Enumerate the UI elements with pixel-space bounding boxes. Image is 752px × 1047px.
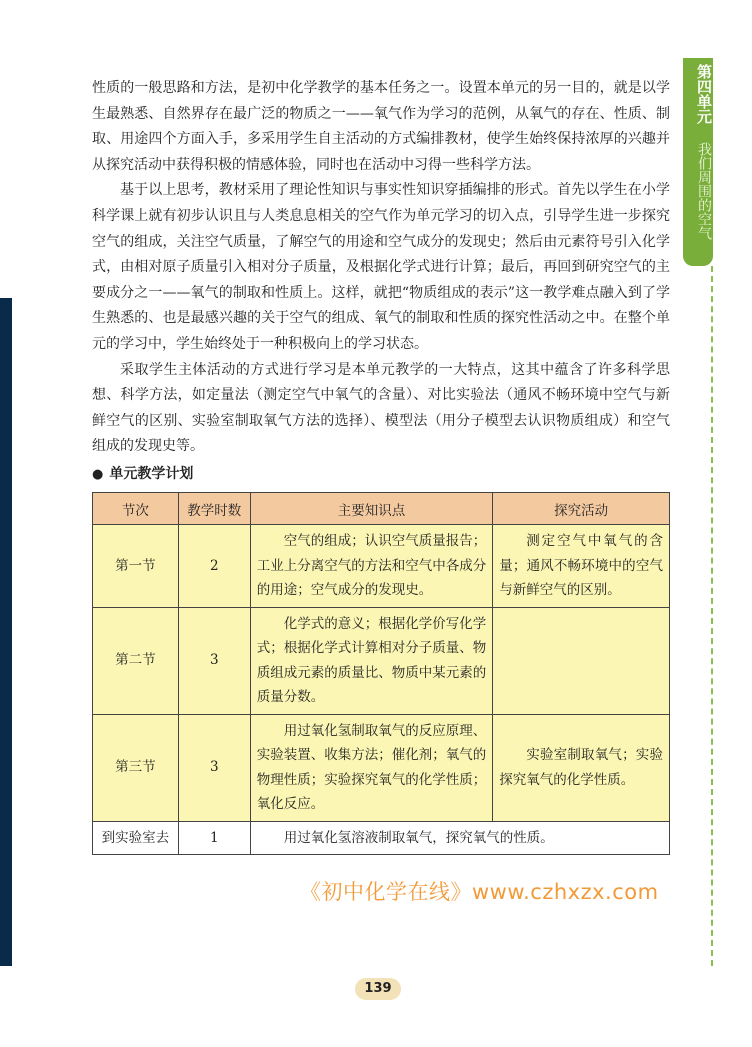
left-edge-bar (0, 298, 12, 966)
table-header-row (93, 493, 670, 525)
cell-knowledge: 空气的组成；认识空气质量报告；工业上分离空气的方法和空气中各成分的用途；空气成分的发现史。 (250, 525, 493, 608)
watermark-text: 《初中化学在线》www.czhxzx.com (300, 880, 659, 904)
cell-activity (493, 607, 670, 714)
side-dashed-line (711, 266, 713, 966)
cell-knowledge: 用过氧化氢制取氧气的反应原理、实验装置、收集方法；催化剂；氧气的物理性质；实验探究氧气的化学性质；氧化反应。 (250, 714, 493, 821)
chapter-label: 第四单元 (695, 64, 713, 124)
cell-hours: 3 (178, 607, 250, 714)
cell-activity: 实验室制取氧气；实验探究氧气的化学性质。 (493, 714, 670, 821)
cell-section: 第一节 (93, 525, 179, 608)
table-row (93, 607, 670, 714)
paragraph-3: 采取学生主体活动的方式进行学习是本单元教学的一大特点，这其中蕴含了许多科学思想、科学方法，如定量法（测定空气中氧气的含量）、对比实验法（通风不畅环境中空气与新鲜空气的区别、实验室制取氧气方法的选择）、模型法（用分子模型去认识物质组成）和空气组成的发现史等。 (92, 361, 670, 455)
header-knowledge: 主要知识点 (250, 493, 493, 525)
cell-merged-content: 用过氧化氢溶液制取氧气，探究氧气的性质。 (250, 821, 669, 855)
cell-activity: 测定空气中氧气的含量；通风不畅环境中的空气与新鲜空气的区别。 (493, 525, 670, 608)
cell-knowledge: 化学式的意义；根据化学价写化学式；根据化学式计算相对分子质量、物质组成元素的质量比、物质中某元素的质量分数。 (250, 607, 493, 714)
cell-hours: 3 (178, 714, 250, 821)
paragraph-1: 性质的一般思路和方法，是初中化学教学的基本任务之一。设置本单元的另一目的，就是以学生最熟悉、自然界存在最广泛的物质之一——氧气作为学习的范例，从氧气的存在、性质、制取、用途四个方面入手，多采用学生自主活动的方式编排教材，使学生始终保持浓厚的兴趣并从探究活动中获得积极的情感体验，同时也在活动中习得一些科学方法。 (92, 80, 670, 173)
header-section: 节次 (93, 493, 179, 525)
table-row (93, 714, 670, 821)
cell-hours: 2 (178, 525, 250, 608)
unit-title: 我们周围的空气 (696, 142, 712, 240)
paragraph-2: 基于以上思考，教材采用了理论性知识与事实性知识穿插编排的形式。首先以学生在小学科学课上就有初步认识且与人类息息相关的空气作为单元学习的切入点，引导学生进一步探究空气的组成，关注空气质量，了解空气的用途和空气成分的发现史；然后由元素符号引入化学式，由相对原子质量引入相对分子质量，及根据化学式进行计算；最后，再回到研究空气的主要成分之一——氧气的制取和性质上。这样，就把“物质组成的表示”这一教学难点融入到了学生熟悉的、也是最感兴趣的关于空气的组成、氧气的制取和性质的探究性活动之中。在整个单元的学习中，学生始终处于一种积极向上的学习状态。 (92, 182, 670, 352)
table-row (93, 821, 670, 855)
chapter-side-tab (683, 58, 713, 266)
page-number: 139 (355, 978, 401, 1000)
section-heading-text: 单元教学计划 (109, 466, 194, 482)
section-heading (92, 463, 193, 483)
cell-section: 第三节 (93, 714, 179, 821)
bullet-icon: ● (92, 467, 104, 482)
teaching-plan-table (92, 492, 670, 855)
cell-section: 第二节 (93, 607, 179, 714)
cell-section: 到实验室去 (93, 821, 179, 855)
body-text (92, 76, 670, 460)
header-hours: 教学时数 (178, 493, 250, 525)
table-row (93, 525, 670, 608)
cell-hours: 1 (178, 821, 250, 855)
header-activity: 探究活动 (493, 493, 670, 525)
